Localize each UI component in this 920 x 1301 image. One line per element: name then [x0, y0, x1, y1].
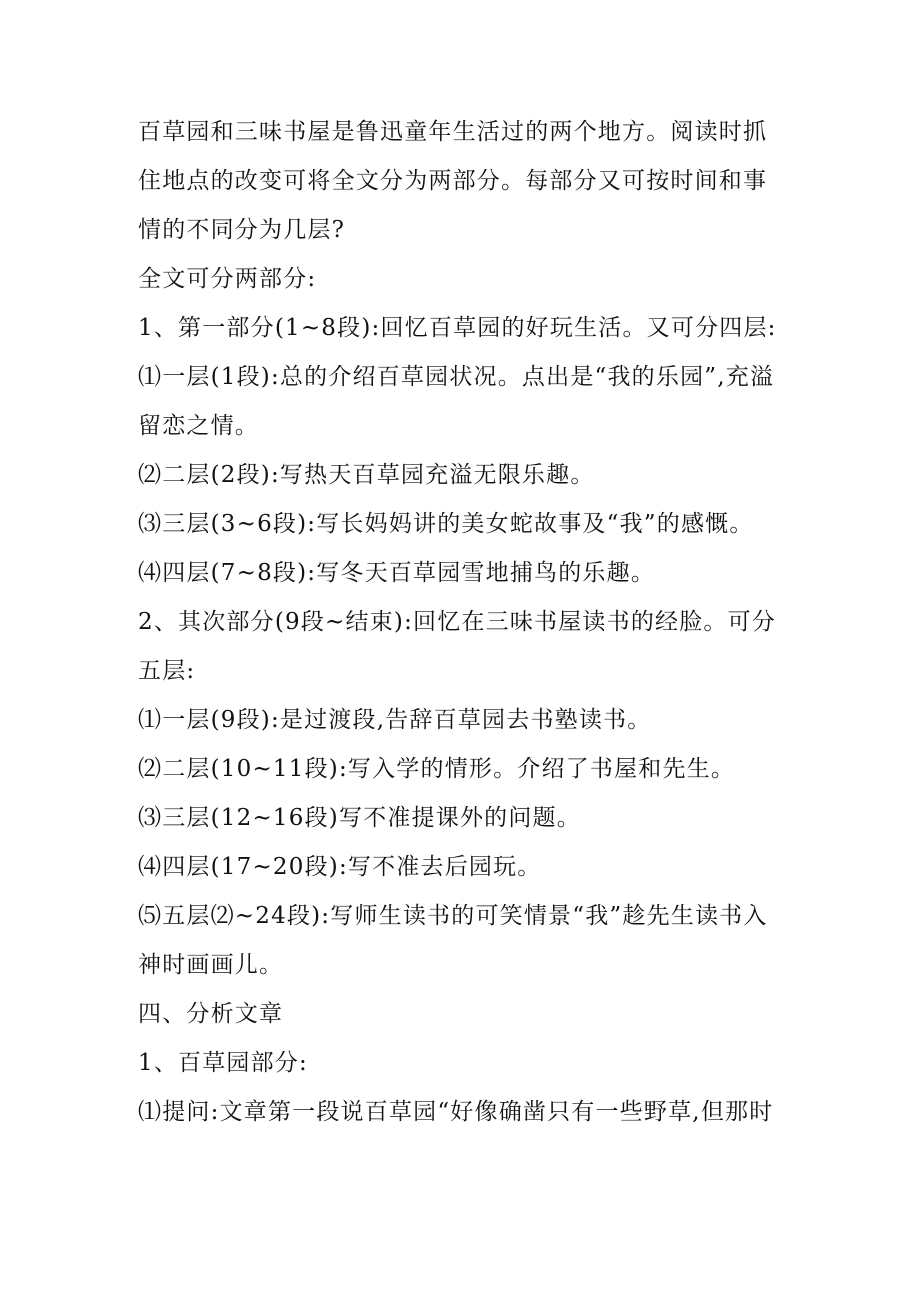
- paragraph-part-two: 2、其次部分(9段~结束):回忆在三味书屋读书的经脸。可分五层:: [138, 609, 777, 684]
- paragraph-part-one: 1、第一部分(1~8段):回忆百草园的好玩生活。又可分四层:: [138, 315, 777, 341]
- paragraph-intro: 百草园和三味书屋是鲁迅童年生活过的两个地方。阅读时抓住地点的改变可将全文分为两部分。每部分又可按时间和事情的不同分为几层?: [138, 119, 768, 243]
- paragraph-part-one-layer-1: ⑴一层(1段):总的介绍百草园状况。点出是“我的乐园”,充溢留恋之情。: [138, 364, 775, 439]
- paragraph-part-one-layer-4: ⑷四层(7~8段):写冬天百草园雪地捕鸟的乐趣。: [138, 560, 656, 586]
- paragraph-part-two-layer-3: ⑶三层(12~16段)写不准提课外的问题。: [138, 805, 581, 831]
- paragraph-part-two-layer-1: ⑴一层(9段):是过渡段,告辞百草园去书塾读书。: [138, 707, 652, 733]
- paragraph-part-one-layer-2: ⑵二层(2段):写热天百草园充溢无限乐趣。: [138, 462, 595, 488]
- subsection-baicaoyuan: 1、百草园部分:: [138, 1050, 308, 1076]
- paragraph-question: ⑴提问:文章第一段说百草园“好像确凿只有一些野草,但那时: [138, 1099, 774, 1125]
- paragraph-part-two-layer-4: ⑷四层(17~20段):写不准去后园玩。: [138, 854, 542, 880]
- paragraph-part-two-layer-2: ⑵二层(10~11段):写入学的情形。介绍了书屋和先生。: [138, 756, 736, 782]
- paragraph-part-two-layer-5: ⑸五层⑵~24段):写师生读书的可笑情景“我”趁先生读书入神时画画儿。: [138, 903, 768, 978]
- document-body: [138, 108, 788, 1137]
- paragraph-two-parts: 全文可分两部分:: [138, 266, 317, 292]
- section-heading-analysis: 四、分析文章: [138, 1001, 284, 1027]
- paragraph-part-one-layer-3: ⑶三层(3~6段):写长妈妈讲的美女蛇故事及“我”的感慨。: [138, 511, 754, 537]
